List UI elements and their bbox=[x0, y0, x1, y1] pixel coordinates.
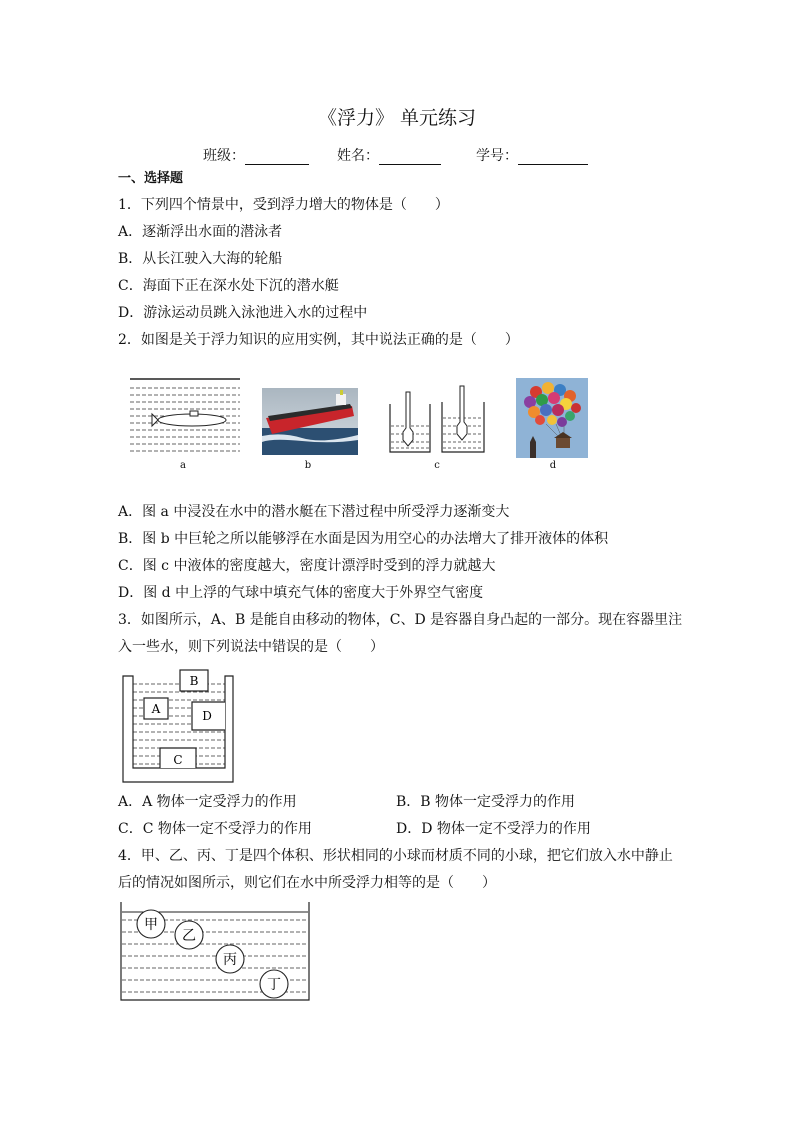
class-blank[interactable] bbox=[245, 164, 309, 165]
bump-c-label: C bbox=[173, 753, 183, 767]
balloon-house-figure bbox=[516, 378, 588, 458]
class-field bbox=[203, 145, 309, 165]
q3-stem-line2: 入一些水，则下列说法中错误的是（ ） bbox=[118, 639, 384, 655]
balls-in-water-figure bbox=[118, 900, 312, 1004]
ball-jia-label: 甲 bbox=[144, 917, 158, 933]
page-title: 《浮力》 单元练习 bbox=[317, 107, 477, 129]
id-blank[interactable] bbox=[518, 164, 588, 165]
q2-stem: 2．如图是关于浮力知识的应用实例，其中说法正确的是（ ） bbox=[118, 332, 519, 348]
bump-d-label: D bbox=[202, 709, 212, 723]
section-heading: 一、选择题 bbox=[118, 171, 184, 186]
q3-stem-line1: 3．如图所示，A、B 是能自由移动的物体，C、D 是容器自身凸起的一部分。现在容器里注 bbox=[118, 612, 683, 628]
fig-a-caption: a bbox=[180, 460, 186, 471]
q4-stem-line1: 4．甲、乙、丙、丁是四个体积、形状相同的小球而材质不同的小球，把它们放入水中静止 bbox=[118, 848, 673, 864]
q3-option-b[interactable]: B．B 物体一定受浮力的作用 bbox=[396, 794, 576, 810]
q2-option-b[interactable]: B．图 b 中巨轮之所以能够浮在水面是因为用空心的办法增大了排开液体的体积 bbox=[118, 531, 609, 547]
q1-option-a[interactable]: A．逐渐浮出水面的潜泳者 bbox=[118, 224, 283, 240]
submarine-figure bbox=[128, 376, 242, 456]
name-label: 姓名： bbox=[337, 148, 379, 164]
q1-stem: 1．下列四个情景中，受到浮力增大的物体是（ ） bbox=[118, 197, 449, 213]
q1-option-d[interactable]: D．游泳运动员跳入泳池进入水的过程中 bbox=[118, 305, 368, 321]
hydrometer-figure bbox=[388, 384, 486, 454]
ball-bing-label: 丙 bbox=[223, 952, 237, 968]
q1-option-b[interactable]: B．从长江驶入大海的轮船 bbox=[118, 251, 283, 267]
container-figure bbox=[120, 668, 238, 786]
q2-option-c[interactable]: C．图 c 中液体的密度越大，密度计漂浮时受到的浮力就越大 bbox=[118, 558, 496, 574]
q4-stem-line2: 后的情况如图所示，则它们在水中所受浮力相等的是（ ） bbox=[118, 875, 496, 891]
block-b-label: B bbox=[189, 674, 199, 688]
q2-option-d[interactable]: D．图 d 中上浮的气球中填充气体的密度大于外界空气密度 bbox=[118, 585, 484, 601]
block-a-label: A bbox=[151, 702, 161, 716]
name-field bbox=[337, 145, 441, 165]
class-label: 班级： bbox=[203, 148, 245, 164]
name-blank[interactable] bbox=[379, 164, 441, 165]
fig-c-caption: c bbox=[434, 460, 440, 471]
q3-option-c[interactable]: C．C 物体一定不受浮力的作用 bbox=[118, 821, 312, 837]
ball-ding-label: 丁 bbox=[267, 977, 281, 993]
q3-option-d[interactable]: D．D 物体一定不受浮力的作用 bbox=[396, 821, 591, 837]
student-id-field bbox=[476, 145, 588, 165]
q3-option-a[interactable]: A．A 物体一定受浮力的作用 bbox=[118, 794, 297, 810]
ship-figure bbox=[262, 388, 358, 455]
fig-b-caption: b bbox=[304, 460, 312, 471]
id-label: 学号： bbox=[476, 148, 518, 164]
q1-option-c[interactable]: C．海面下正在深水处下沉的潜水艇 bbox=[118, 278, 339, 294]
ball-yi-label: 乙 bbox=[182, 928, 196, 944]
q2-option-a[interactable]: A．图 a 中浸没在水中的潜水艇在下潜过程中所受浮力逐渐变大 bbox=[118, 504, 510, 520]
fig-d-caption: d bbox=[549, 460, 557, 471]
